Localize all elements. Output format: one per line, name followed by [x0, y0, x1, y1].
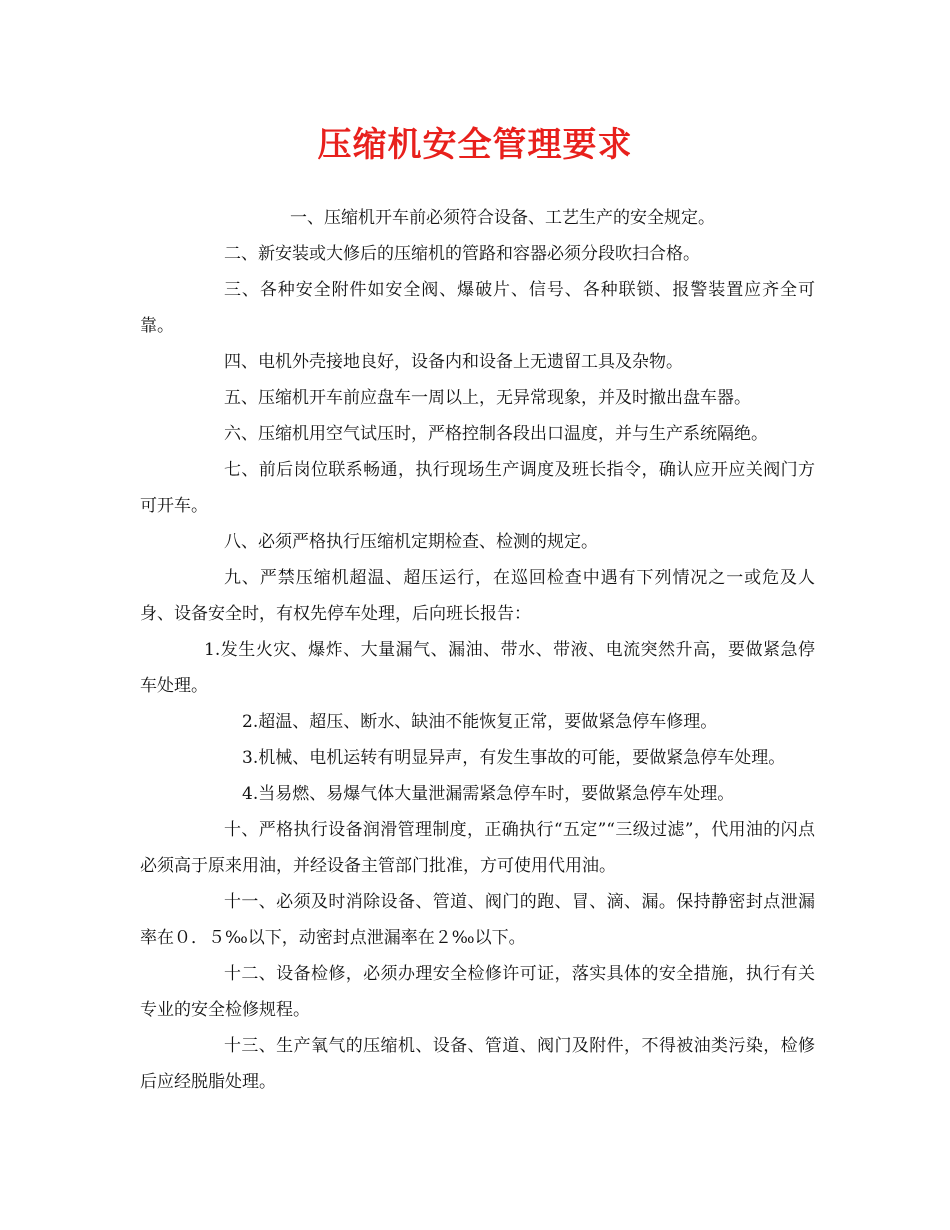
paragraph-7: 七、前后岗位联系畅通，执行现场生产调度及班长指令，确认应开应关阀门方可开车。: [140, 460, 815, 516]
paragraph-12: 十二、设备检修，必须办理安全检修许可证，落实具体的安全措施，执行有关专业的安全检修规程。: [140, 964, 815, 1020]
paragraph-5: 五、压缩机开车前应盘车一周以上，无异常现象，并及时撤出盘车器。: [224, 388, 751, 408]
paragraph-2: 二、新安装或大修后的压缩机的管路和容器必须分段吹扫合格。: [224, 244, 700, 264]
paragraph-4: 四、电机外壳接地良好，设备内和设备上无遗留工具及杂物。: [224, 352, 683, 372]
document-body: [140, 200, 815, 1100]
paragraph-3: 三、各种安全附件如安全阀、爆破片、信号、各种联锁、报警装置应齐全可靠。: [140, 280, 815, 336]
paragraph-6: 六、压缩机用空气试压时，严格控制各段出口温度，并与生产系统隔绝。: [224, 424, 768, 444]
paragraph-11: 十一、必须及时消除设备、管道、阀门的跑、冒、滴、漏。保持静密封点泄漏率在０．５‰以下，动密封点泄漏率在２‰以下。: [140, 892, 815, 948]
sub-item-4: 4.当易燃、易爆气体大量泄漏需紧急停车时，要做紧急停车处理。: [242, 784, 735, 804]
page-title: 压缩机安全管理要求: [317, 125, 633, 165]
paragraph-8: 八、必须严格执行压缩机定期检查、检测的规定。: [224, 532, 598, 552]
paragraph-1: 一、压缩机开车前必须符合设备、工艺生产的安全规定。: [290, 208, 715, 228]
sub-item-3: 3.机械、电机运转有明显异声，有发生事故的可能，要做紧急停车处理。: [242, 748, 786, 768]
sub-item-2: 2.超温、超压、断水、缺油不能恢复正常，要做紧急停车修理。: [242, 712, 718, 732]
paragraph-13: 十三、生产氧气的压缩机、设备、管道、阀门及附件，不得被油类污染，检修后应经脱脂处理。: [140, 1036, 815, 1092]
paragraph-9: 九、严禁压缩机超温、超压运行，在巡回检查中遇有下列情况之一或危及人身、设备安全时，有权先停车处理，后向班长报告：: [140, 568, 815, 624]
sub-item-1: 1.发生火灾、爆炸、大量漏气、漏油、带水、带液、电流突然升高，要做紧急停车处理。: [140, 640, 815, 696]
paragraph-10: 十、严格执行设备润滑管理制度，正确执行“五定”“三级过滤”，代用油的闪点必须高于原来用油，并经设备主管部门批准，方可使用代用油。: [140, 820, 815, 876]
